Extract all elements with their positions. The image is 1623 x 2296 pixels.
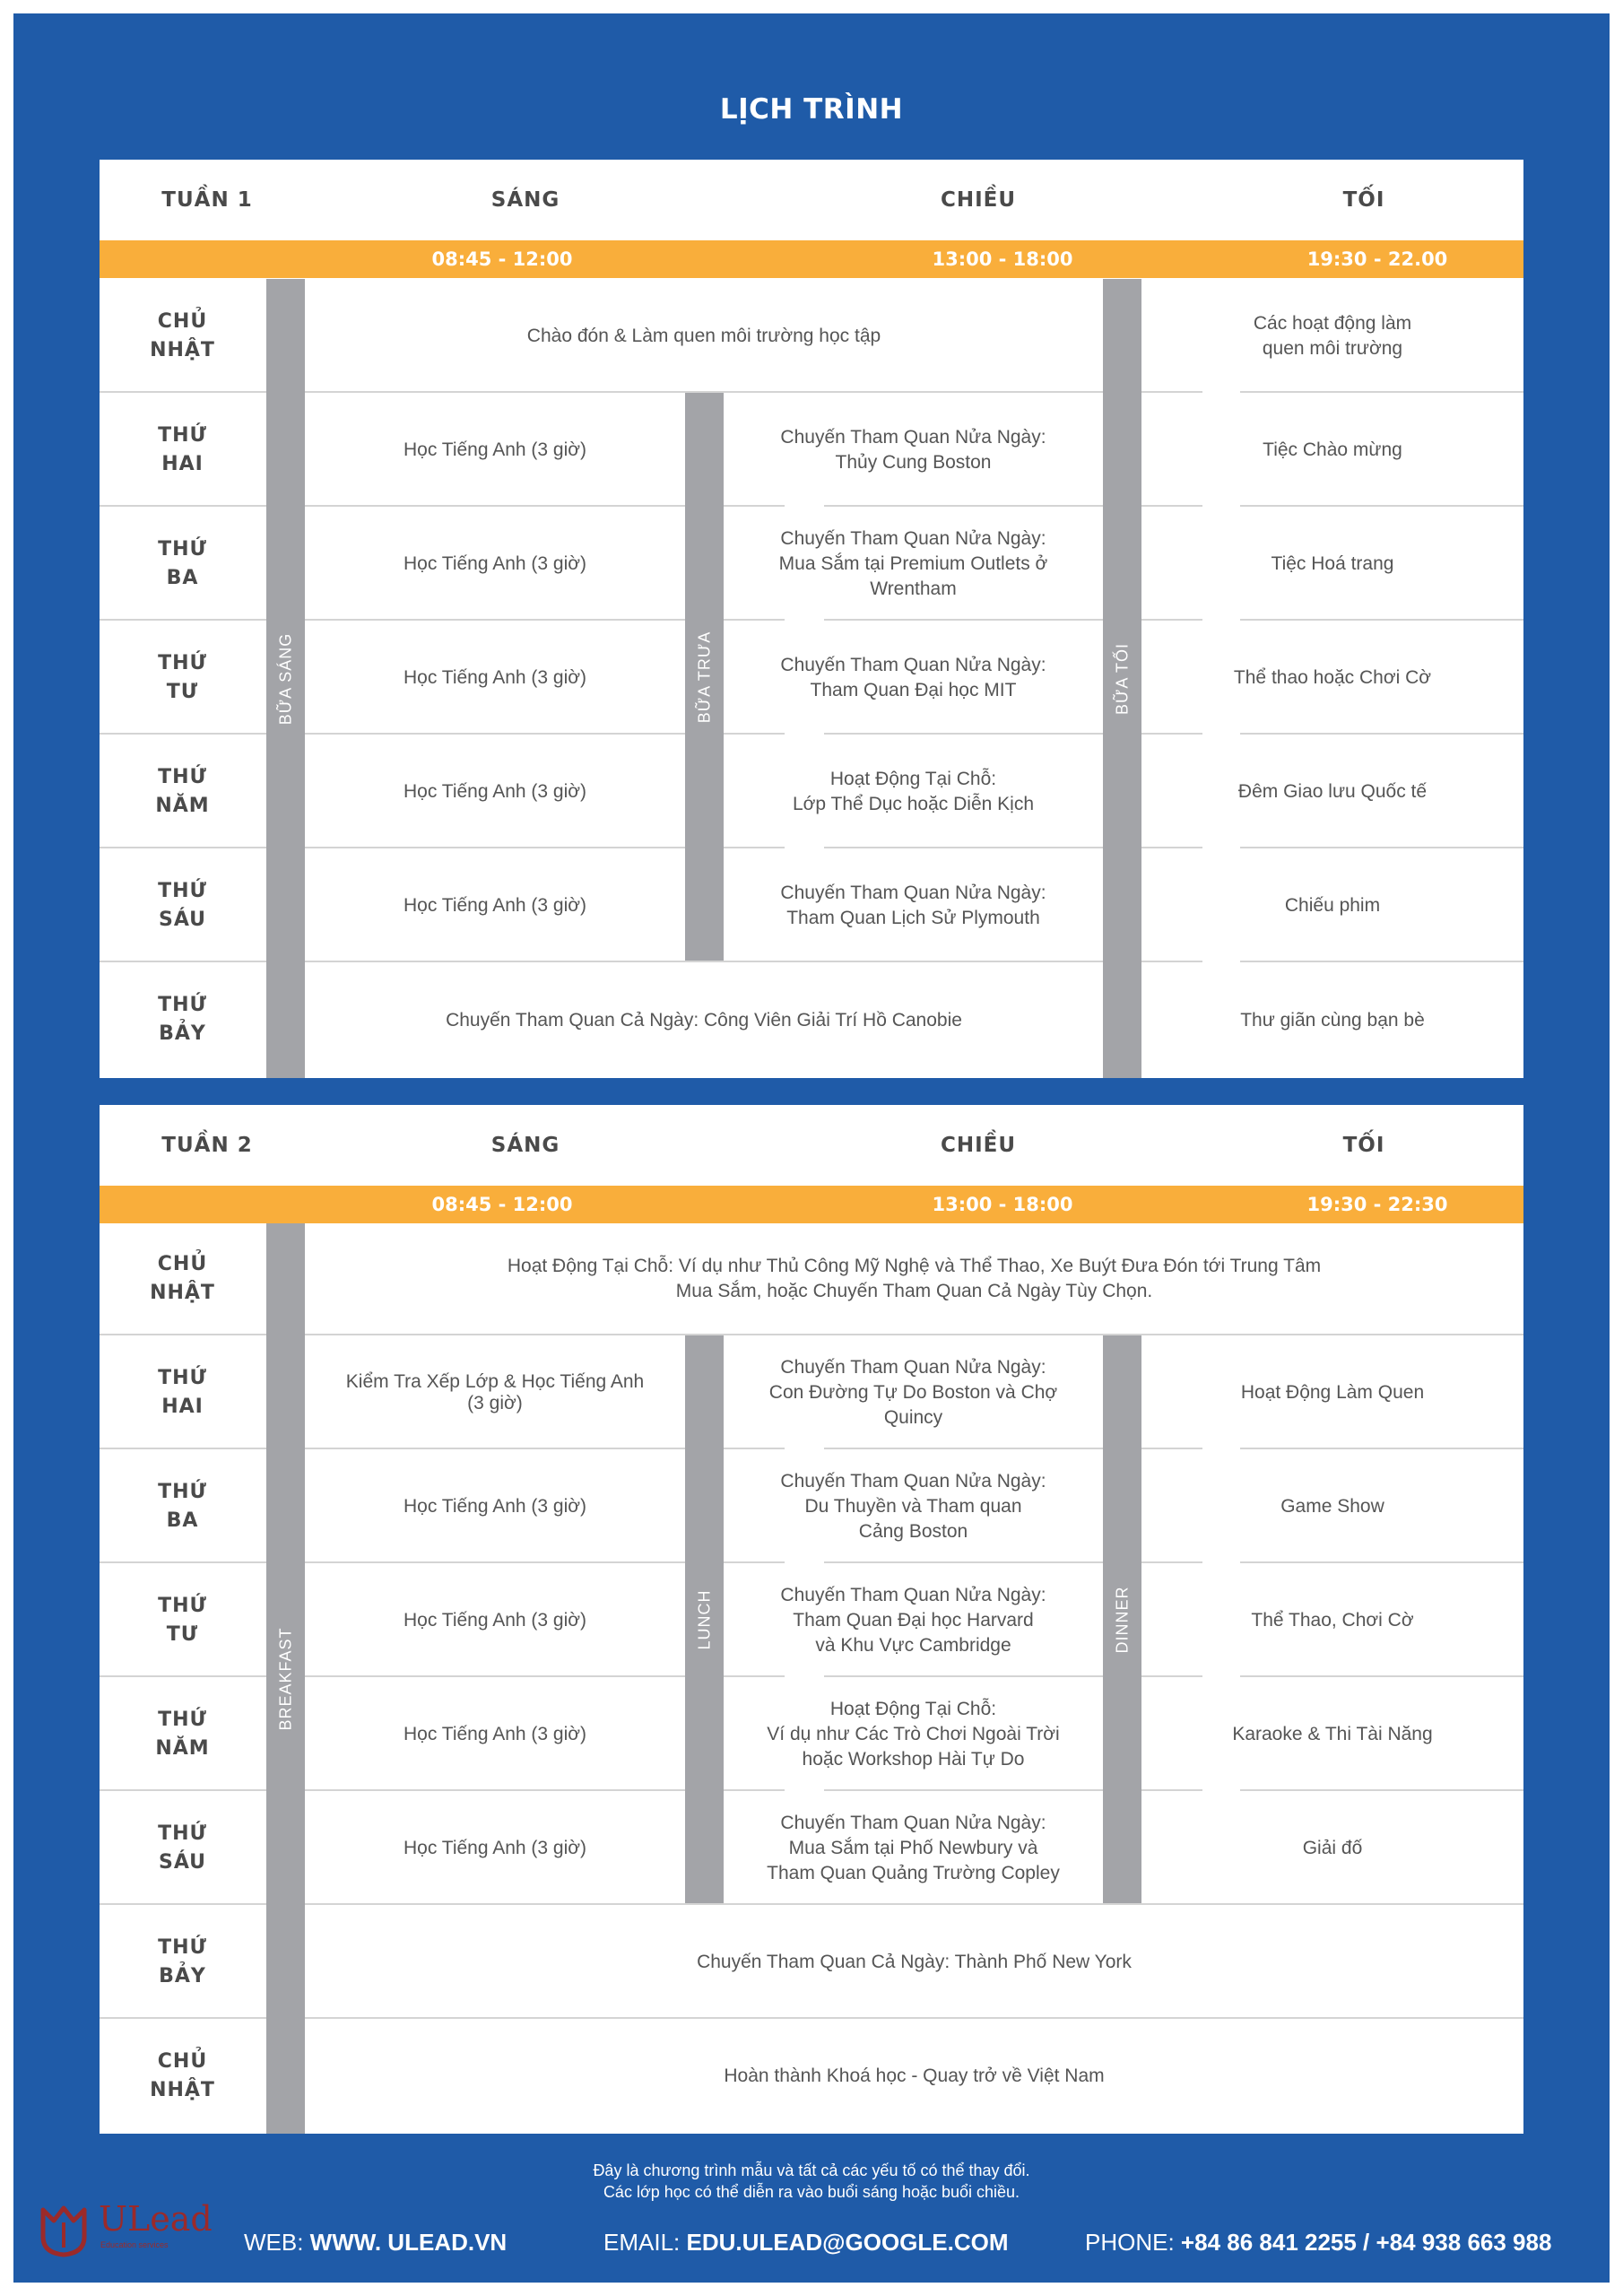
week1-fri-afternoon: Chuyến Tham Quan Nửa Ngày: Tham Quan Lịch Sử Plymouth	[780, 882, 1046, 928]
week2-time-afternoon: 13:00 - 18:00	[932, 1194, 1073, 1215]
week1-breakfast-label: BỮA SÁNG	[276, 632, 294, 725]
week1-day-fri: THỨ SÁU	[158, 879, 207, 931]
week2-time-morning: 08:45 - 12:00	[431, 1194, 573, 1215]
week2-thu-morning: Học Tiếng Anh (3 giờ)	[403, 1723, 587, 1744]
week2-thu-evening: Karaoke & Thi Tài Năng	[1232, 1723, 1433, 1744]
week1-day-tue: THỨ BA	[158, 537, 207, 589]
week1-day-thu: THỨ NĂM	[155, 765, 210, 817]
week2-day-sun2: CHỦ NHẬT	[150, 2049, 215, 2101]
week1-table	[100, 160, 1523, 1078]
week1-time-afternoon: 13:00 - 18:00	[932, 248, 1073, 270]
week2-dinner-label: DINNER	[1113, 1585, 1131, 1654]
week1-label: TUẦN 1	[161, 188, 253, 212]
week1-lunch-label: BỮA TRƯA	[695, 631, 713, 723]
week1-wed-morning: Học Tiếng Anh (3 giờ)	[403, 666, 587, 688]
week1-thu-morning: Học Tiếng Anh (3 giờ)	[403, 780, 587, 802]
week1-mon-morning: Học Tiếng Anh (3 giờ)	[403, 439, 587, 460]
week1-sat-activity: Chuyến Tham Quan Cả Ngày: Công Viên Giải Trí Hồ Canobie	[446, 1009, 962, 1031]
week2-mon-morning: Kiểm Tra Xếp Lớp & Học Tiếng Anh (3 giờ)	[345, 1370, 645, 1413]
footer-email-link[interactable]: EDU.ULEAD@GOOGLE.COM	[686, 2229, 1009, 2256]
week1-mon-evening: Tiệc Chào mừng	[1263, 439, 1402, 460]
footer-phone-number[interactable]: +84 86 841 2255 / +84 938 663 988	[1180, 2229, 1552, 2256]
week2-breakfast-bar	[266, 1223, 305, 2134]
week2-sat-activity: Chuyến Tham Quan Cả Ngày: Thành Phố New York	[697, 1951, 1132, 1972]
week2-fri-evening: Giải đố	[1302, 1837, 1363, 1858]
week2-day-mon: THỨ HAI	[158, 1366, 207, 1418]
tulip-logo-icon	[36, 2203, 91, 2258]
week2-dinner-bar	[1103, 1335, 1141, 1903]
week2-day-tue: THỨ BA	[158, 1480, 207, 1532]
week1-col-evening: TỐI	[1342, 188, 1385, 212]
week2-thu-afternoon: Hoạt Động Tại Chỗ: Ví dụ như Các Trò Chơi Ngoài Trời hoặc Workshop Hài Tự Do	[767, 1698, 1060, 1770]
week1-time-evening: 19:30 - 22.00	[1306, 248, 1448, 270]
footer-email[interactable]	[603, 2224, 1009, 2260]
week1-day-mon: THỨ HAI	[158, 423, 207, 475]
week1-thu-evening: Đêm Giao lưu Quốc tế	[1237, 780, 1428, 802]
week1-time-band	[100, 240, 1523, 278]
footer-phone-label: PHONE:	[1085, 2229, 1181, 2256]
week2-label: TUẦN 2	[161, 1134, 253, 1157]
week2-col-morning: SÁNG	[490, 1134, 560, 1157]
week2-time-evening: 19:30 - 22:30	[1306, 1194, 1448, 1215]
week1-fri-morning: Học Tiếng Anh (3 giờ)	[403, 894, 587, 916]
week2-day-sun: CHỦ NHẬT	[150, 1252, 215, 1304]
week1-tue-evening: Tiệc Hoá trang	[1271, 552, 1394, 574]
week1-wed-afternoon: Chuyến Tham Quan Nửa Ngày: Tham Quan Đại học MIT	[780, 654, 1046, 700]
week1-mon-afternoon: Chuyến Tham Quan Nửa Ngày: Thủy Cung Boston	[780, 426, 1046, 473]
week2-lunch-label: LUNCH	[695, 1588, 713, 1650]
week2-col-evening: TỐI	[1342, 1134, 1385, 1157]
week1-time-morning: 08:45 - 12:00	[431, 248, 573, 270]
week2-day-wed: THỨ TƯ	[158, 1594, 207, 1646]
week2-day-fri: THỨ SÁU	[158, 1822, 207, 1874]
ulead-logo	[36, 2199, 213, 2264]
week2-tue-evening: Game Show	[1280, 1495, 1384, 1517]
disclaimer-note: Đây là chương trình mẫu và tất cả các yếu tố có thể thay đổi. Các lớp học có thể diễn ra vào buổi sáng hoặc buổi chiều.	[593, 2161, 1030, 2201]
week1-fri-evening: Chiếu phim	[1284, 894, 1381, 916]
week1-dinner-label: BỮA TỐI	[1113, 642, 1131, 715]
page-title: LỊCH TRÌNH	[719, 93, 904, 126]
week1-col-morning: SÁNG	[490, 188, 560, 212]
week1-tue-morning: Học Tiếng Anh (3 giờ)	[403, 552, 587, 574]
week1-thu-afternoon: Hoạt Động Tại Chỗ: Lớp Thể Dục hoặc Diễn Kịch	[792, 768, 1035, 814]
week2-fri-morning: Học Tiếng Anh (3 giờ)	[403, 1837, 587, 1858]
week1-sun-evening: Các hoạt động làm quen môi trường	[1253, 312, 1412, 359]
footer-phone[interactable]	[1085, 2224, 1551, 2260]
week1-breakfast-bar	[266, 279, 305, 1078]
week1-sun-activity: Chào đón & Làm quen môi trường học tập	[526, 325, 881, 346]
week2-lunch-bar	[685, 1335, 724, 1903]
week1-day-wed: THỨ TƯ	[158, 651, 207, 703]
week2-wed-morning: Học Tiếng Anh (3 giờ)	[403, 1609, 587, 1631]
week2-sun-activity: Hoạt Động Tại Chỗ: Ví dụ như Thủ Công Mỹ Nghệ và Thể Thao, Xe Buýt Đưa Đón tới Trung Tâm Mua Sắm, hoặc Chuyến Tham Quan Cả Ngày Tùy Chọn.	[507, 1255, 1322, 1301]
week2-col-afternoon: CHIỀU	[940, 1134, 1017, 1157]
week2-tue-afternoon: Chuyến Tham Quan Nửa Ngày: Du Thuyền và Tham quan Cảng Boston	[780, 1470, 1046, 1542]
week2-sun2-activity: Hoàn thành Khoá học - Quay trở về Việt Nam	[724, 2066, 1105, 2086]
week1-wed-evening: Thể thao hoặc Chơi Cờ	[1233, 666, 1432, 688]
week2-table	[100, 1105, 1523, 2134]
week2-mon-afternoon: Chuyến Tham Quan Nửa Ngày: Con Đường Tự Do Boston và Chợ Quincy	[768, 1356, 1058, 1428]
week2-wed-evening: Thể Thao, Chơi Cờ	[1251, 1609, 1414, 1631]
week2-day-thu: THỨ NĂM	[155, 1708, 210, 1760]
logo-tagline: Education services	[100, 2240, 169, 2249]
week1-tue-afternoon: Chuyến Tham Quan Nửa Ngày: Mua Sắm tại Premium Outlets ở Wrentham	[778, 527, 1048, 599]
week1-day-sun: CHỦ NHẬT	[150, 309, 215, 361]
week2-mon-evening: Hoạt Động Làm Quen	[1240, 1381, 1425, 1403]
footer-email-label: EMAIL:	[603, 2229, 687, 2256]
footer-web-label: WEB:	[244, 2229, 310, 2256]
week1-lunch-bar	[685, 393, 724, 961]
week2-tue-morning: Học Tiếng Anh (3 giờ)	[403, 1495, 587, 1517]
week2-fri-afternoon: Chuyến Tham Quan Nửa Ngày: Mua Sắm tại Phố Newbury và Tham Quan Quảng Trường Copley	[767, 1812, 1060, 1883]
logo-name: ULead	[99, 2199, 213, 2239]
week2-time-band	[100, 1186, 1523, 1223]
week1-col-afternoon: CHIỀU	[940, 188, 1017, 212]
footer-web[interactable]	[244, 2224, 507, 2260]
week1-day-sat: THỨ BẢY	[158, 993, 207, 1045]
week1-dinner-bar	[1103, 279, 1141, 1078]
week2-day-sat: THỨ BẢY	[158, 1935, 207, 1987]
week2-wed-afternoon: Chuyến Tham Quan Nửa Ngày: Tham Quan Đại học Harvard và Khu Vực Cambridge	[780, 1584, 1046, 1656]
week2-breakfast-label: BREAKFAST	[276, 1626, 294, 1731]
footer-web-link[interactable]: WWW. ULEAD.VN	[309, 2229, 508, 2256]
week1-sat-evening: Thư giãn cùng bạn bè	[1240, 1009, 1425, 1031]
